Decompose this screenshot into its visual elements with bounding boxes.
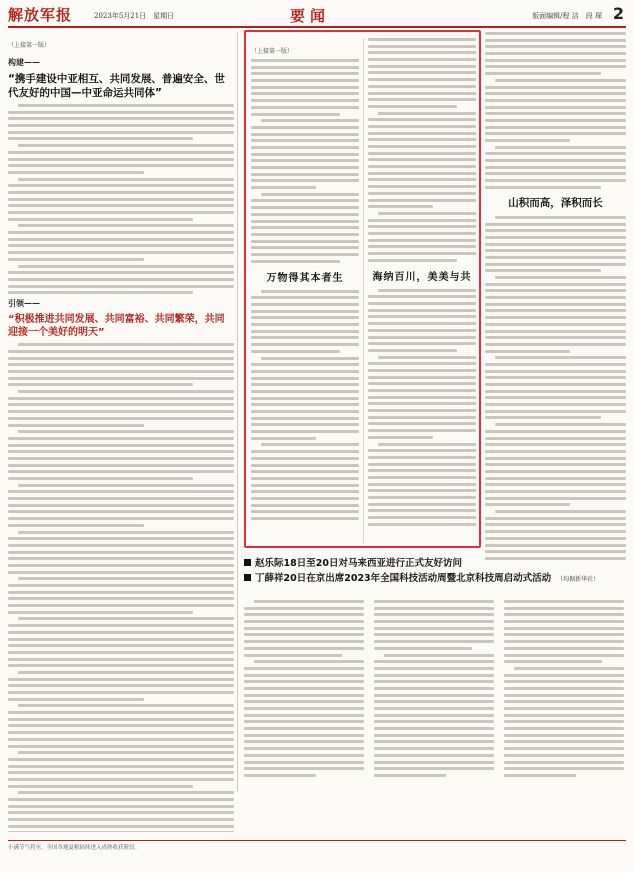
continued-tag: （上接第一版） [8,42,51,49]
page-number: 2 [612,4,624,23]
left-headline: “携手建设中亚相互、共同发展、普遍安全、世代友好的中国—中亚命运共同体” [8,73,225,99]
body-text [485,216,626,560]
column-divider [237,32,238,792]
footer-rule [8,840,626,841]
column-divider [363,38,364,543]
masthead [8,4,626,24]
body-text [251,290,359,520]
body-text [368,289,476,526]
body-text [8,343,234,832]
quote-label: 引领—— [8,298,40,309]
lower-articles [244,600,626,800]
lower-column [374,600,494,800]
highlighted-article[interactable] [244,30,481,548]
section-title: 要闻 [290,7,331,25]
article-column-1 [251,38,359,543]
continued-tag: （上接第一版） [251,48,294,55]
quote-headline: “积极推进共同发展、共同富裕、共同繁荣，共同迎接一个美好的明天” [8,314,225,339]
article-subhead: 海纳百川，美美与共 [372,271,472,283]
lower-column [504,600,624,800]
masthead-rule [8,26,626,28]
bottom-headlines [244,556,626,596]
source-credit: （均据新华社） [557,576,600,583]
article-column-2 [368,38,476,543]
article-body [251,38,476,543]
article-subhead: 万物得其本者生 [266,272,344,284]
right-headline: 山积而高，泽积而长 [508,196,603,209]
bullet-square-icon [244,559,251,566]
section-label: 构建—— [8,57,40,67]
body-text [8,104,234,294]
bullet-square-icon [244,574,251,581]
headline-item[interactable]: 赵乐际18日至20日对马来西亚进行正式友好访问 [244,556,626,571]
lower-column [244,600,364,800]
body-text [368,38,476,262]
body-text [485,32,626,189]
issue-date: 2023年5月21日 星期日 [94,12,175,20]
left-column [8,32,234,832]
headline-item[interactable]: 丁薛祥20日在京出席2023年全国科技活动周暨北京科技周启动式活动 （均据新华社） [244,571,626,587]
newspaper-logo: 解放军报 [8,6,73,24]
footer-caption: 小满节气将至，全国各地夏粮陆续进入成熟收获阶段。 [8,845,141,851]
body-text [251,59,359,263]
editor-credit: 版面编辑/程 洁 段 琛 [532,12,602,20]
